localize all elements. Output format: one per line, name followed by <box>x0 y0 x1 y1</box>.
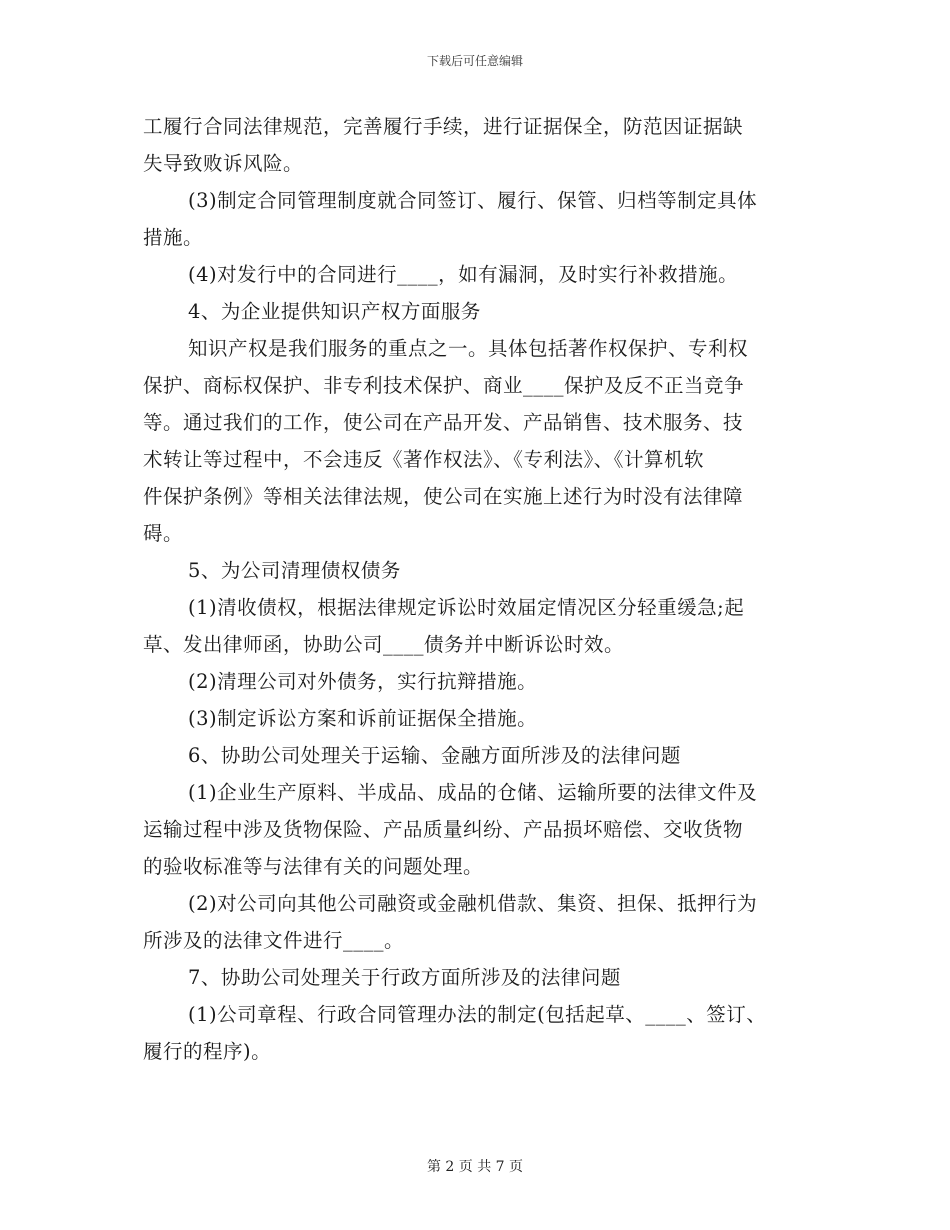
text-line: 5、为公司清理债权债务 <box>188 559 401 582</box>
paragraph <box>143 700 809 737</box>
text-line: (1)公司章程、行政合同管理办法的制定(包括起草、____、签订、 <box>188 1003 767 1026</box>
text-line: 失导致败诉风险。 <box>143 152 304 175</box>
text-line: (3)制定诉讼方案和诉前证据保全措施。 <box>188 707 538 730</box>
text-line: (3)制定合同管理制度就合同签订、履行、保管、归档等制定具体 <box>188 189 758 212</box>
text-line: 件保护条例》等相关法律法规，使公司在实施上述行为时没有法律障 <box>143 485 744 508</box>
paragraph <box>143 256 809 293</box>
paragraph <box>143 589 809 663</box>
paragraph <box>143 108 809 182</box>
text-line: 草、发出律师函，协助公司____债务并中断诉讼时效。 <box>143 633 625 656</box>
text-line: (1)企业生产原料、半成品、成品的仓储、运输所要的法律文件及 <box>188 781 758 804</box>
text-line: (4)对发行中的合同进行____，如有漏洞，及时实行补救措施。 <box>188 263 739 286</box>
paragraph <box>143 996 809 1070</box>
paragraph <box>143 293 809 330</box>
text-line: (1)清收债权，根据法律规定诉讼时效届定情况区分轻重缓急;起 <box>188 596 745 619</box>
text-line: 7、协助公司处理关于行政方面所涉及的法律问题 <box>188 966 621 989</box>
paragraph <box>143 959 809 996</box>
paragraph <box>143 737 809 774</box>
page-header: 下载后可任意编辑 <box>426 54 523 68</box>
page-number: 第 2 页 共 7 页 <box>426 1159 524 1175</box>
text-line: 知识产权是我们服务的重点之一。具体包括著作权保护、专利权 <box>188 337 749 360</box>
paragraph <box>143 552 809 589</box>
text-line: 工履行合同法律规范，完善履行手续，进行证据保全，防范因证据缺 <box>143 115 744 138</box>
text-line: 保护、商标权保护、非专利技术保护、商业____保护及反不正当竞争 <box>143 374 745 397</box>
text-line: 措施。 <box>143 226 204 249</box>
text-line: 4、为企业提供知识产权方面服务 <box>188 300 481 323</box>
text-line: 运输过程中涉及货物保险、产品质量纠纷、产品损坏赔偿、交收货物 <box>143 818 744 841</box>
paragraph <box>143 182 809 256</box>
paragraph <box>143 330 809 552</box>
text-line: 术转让等过程中，不会违反《著作权法》、《专利法》、《计算机软 <box>143 448 705 471</box>
paragraph <box>143 774 809 885</box>
text-line: 履行的程序)。 <box>143 1040 272 1063</box>
text-line: 所涉及的法律文件进行____。 <box>143 929 405 952</box>
paragraph <box>143 663 809 700</box>
text-line: (2)对公司向其他公司融资或金融机借款、集资、担保、抵押行为 <box>188 892 758 915</box>
text-line: 6、协助公司处理关于运输、金融方面所涉及的法律问题 <box>188 744 681 767</box>
text-line: 碍。 <box>143 522 184 545</box>
text-line: 的验收标准等与法律有关的问题处理。 <box>143 855 484 878</box>
text-line: 等。通过我们的工作，使公司在产品开发、产品销售、技术服务、技 <box>143 411 744 434</box>
paragraph <box>143 885 809 959</box>
document-body <box>143 108 809 1070</box>
text-line: (2)清理公司对外债务，实行抗辩措施。 <box>188 670 538 693</box>
